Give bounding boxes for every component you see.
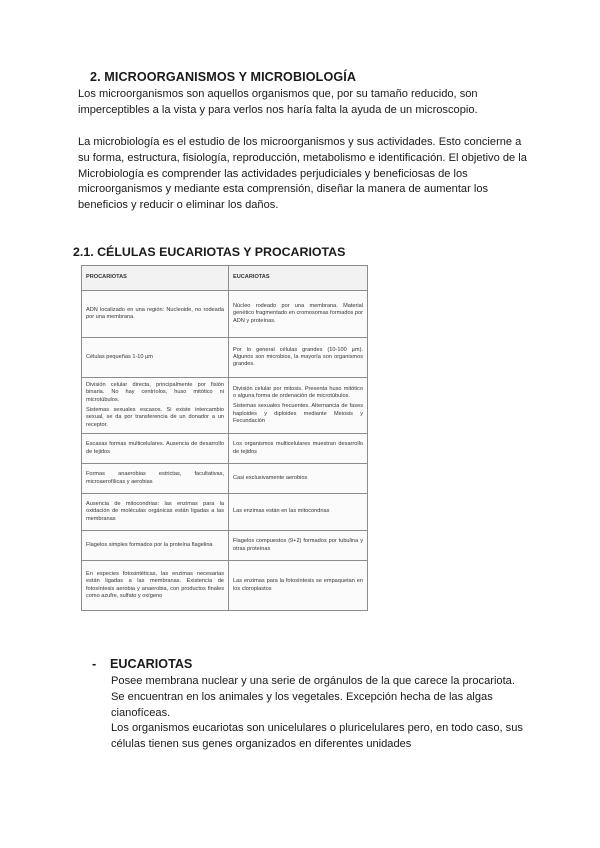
table-row bbox=[82, 291, 368, 338]
eucariotas-cell: División celular por mitosis. Presenta huso mitótico o alguna forma de ordenación de microtúbulos. Sistemas sexuales frecuentes. Alternancia de fases haploides y diploides mediante Meiosis y Fecundación bbox=[229, 378, 368, 434]
eucariotas-paragraph: Posee membrana nuclear y una serie de orgánulos de la que carece la procariota. Se encuentran en los animales y los vegetales. Excepción hecha de las algas cianofíceas. bbox=[111, 675, 515, 719]
eucariotas-body bbox=[111, 674, 531, 753]
procariotas-cell: Escasas formas multicelulares. Ausencia de desarrollo de tejidos bbox=[82, 434, 229, 464]
table-header-row bbox=[82, 266, 368, 291]
eucariotas-cell: Por lo general células grandes (10-100 µm). Algunos son microbios, la mayoría son organismos grandes. bbox=[229, 338, 368, 378]
cell-comparison-table bbox=[81, 265, 368, 611]
table-row bbox=[82, 464, 368, 494]
intro-paragraph: Los microorganismos son aquellos organismos que, por su tamaño reducido, son imperceptibles a la vista y para verlos nos haría falta la ayuda de un microscopio. bbox=[78, 88, 478, 116]
table-row bbox=[82, 494, 368, 531]
subsection-heading: 2.1. CÉLULAS EUCARIOTAS Y PROCARIOTAS bbox=[73, 245, 346, 259]
section-heading: 2. MICROORGANISMOS Y MICROBIOLOGÍA bbox=[90, 70, 357, 84]
table-row bbox=[82, 561, 368, 611]
eucariotas-cell: Las enzimas están en las mitocondrias bbox=[229, 494, 368, 531]
table-row bbox=[82, 531, 368, 561]
eucariotas-cell: Flagelos compuestos (9+2) formados por tubulina y otras proteínas bbox=[229, 531, 368, 561]
procariotas-cell: En especies fotosintéticas, las enzimas necesarias están ligadas a las membranas. Existencia de fotosíntesis aerobia y anaerobia, con productos finales como azufre, sulfato y oxígeno bbox=[82, 561, 229, 611]
table-row bbox=[82, 338, 368, 378]
eucariotas-cell: Casi exclusivamente aerobios bbox=[229, 464, 368, 494]
eucariotas-cell: Las enzimas para la fotosíntesis se empaquetan en los cloroplastos bbox=[229, 561, 368, 611]
table-row bbox=[82, 434, 368, 464]
eucariotas-cell: Los organismos multicelulares muestran desarrollo de tejidos bbox=[229, 434, 368, 464]
procariotas-cell: Células pequeñas 1-10 µm bbox=[82, 338, 229, 378]
eucariotas-heading-text: EUCARIOTAS bbox=[110, 657, 193, 671]
procariotas-cell: División celular directa, principalmente por fisión binaria. No hay centríolos, huso mitótico ni microtúbulos. Sistemas sexuales escasos. Si existe intercambio sexual, se da por transferencia de un donador a un receptor. bbox=[82, 378, 229, 434]
microbiology-paragraph: La microbiología es el estudio de los microorganismos y sus actividades. Esto concierne a su forma, estructura, fisiología, reproducción, metabolismo e identificación. El objetivo de la Microbiología es comprender las actividades perjudiciales y beneficiosas de los microorganismos y mediante esta comprensión, diseñar la manera de aumentar los beneficios y reducir o eliminar los daños. bbox=[78, 136, 527, 212]
procariotas-cell: Formas anaerobias estrictas, facultativas, microaerofílicas y aerobias bbox=[82, 464, 229, 494]
list-bullet: - bbox=[92, 657, 97, 671]
eucariotas-heading bbox=[92, 657, 192, 671]
header-eucariotas: EUCARIOTAS bbox=[229, 266, 368, 291]
eucariotas-paragraph: Los organismos eucariotas son unicelulares o pluricelulares pero, en todo caso, sus células tienen sus genes organizados en diferentes unidades bbox=[111, 722, 523, 751]
procariotas-cell: Ausencia de mitocondrias: las enzimas para la oxidación de moléculas orgánicas están ligadas a las membranas bbox=[82, 494, 229, 531]
header-procariotas: PROCARIOTAS bbox=[82, 266, 229, 291]
procariotas-cell: ADN localizado en una región: Nucleoide, no rodeada por una membrana. bbox=[82, 291, 229, 338]
procariotas-cell: Flagelos simples formados por la proteína flagelina bbox=[82, 531, 229, 561]
table-row bbox=[82, 378, 368, 434]
eucariotas-cell: Núcleo rodeado por una membrana. Material genético fragmentado en cromosomas formados por ADN y proteínas. bbox=[229, 291, 368, 338]
